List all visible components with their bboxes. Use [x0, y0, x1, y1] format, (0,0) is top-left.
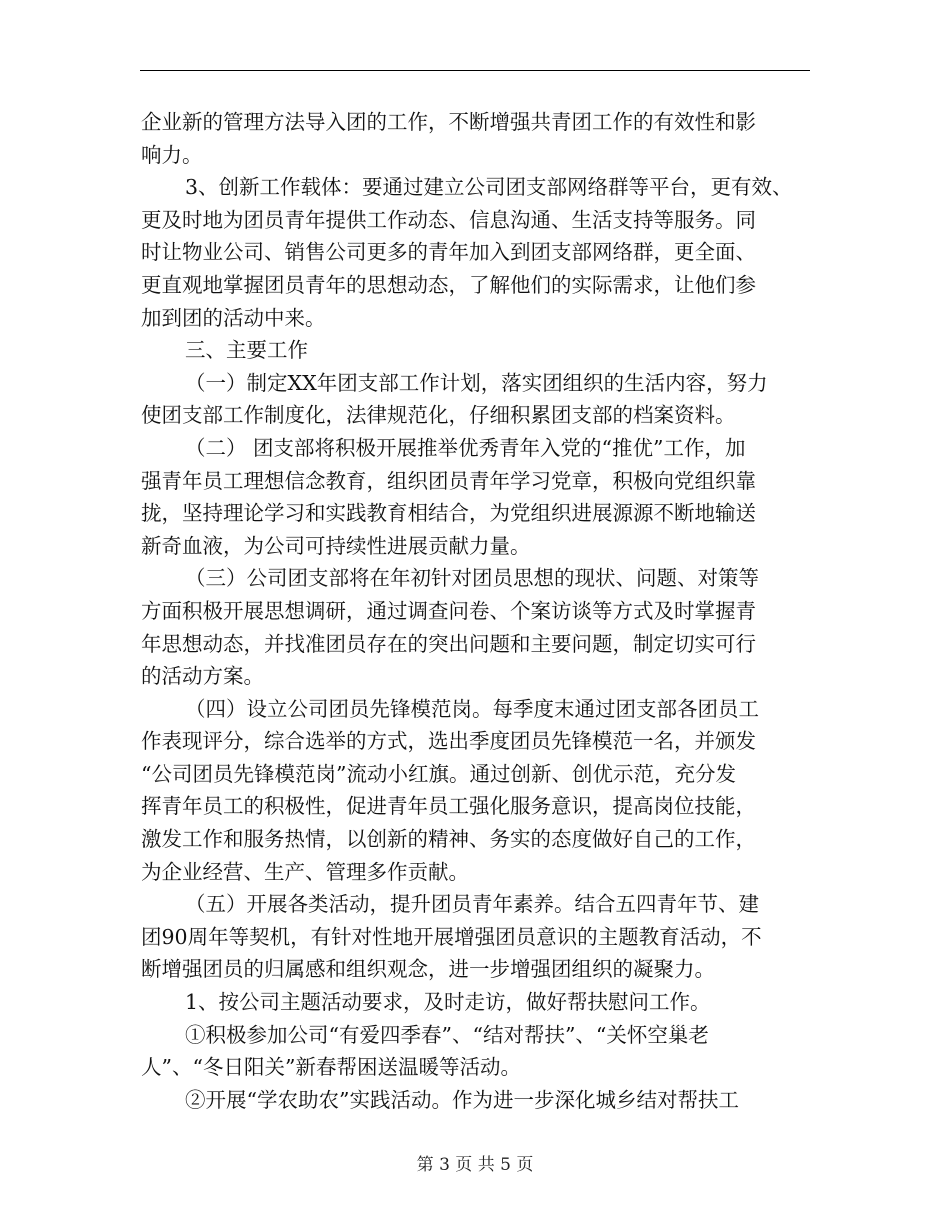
- text-line: 挥青年员工的积极性，促进青年员工强化服务意识，提高岗位技能，: [141, 794, 756, 819]
- document-body: [141, 106, 813, 1116]
- text-line: 三、主要工作: [185, 338, 308, 363]
- header-rule: [140, 70, 810, 71]
- text-line: 使团支部工作制度化，法律规范化，仔细积累团支部的档案资料。: [141, 403, 736, 428]
- text-line: 更及时地为团员青年提供工作动态、信息沟通、生活支持等服务。同: [141, 207, 756, 232]
- text-line: “公司团员先锋模范岗”流动小红旗。通过创新、创优示范，充分发: [141, 761, 736, 786]
- text-line: 1、按公司主题活动要求，及时走访，做好帮扶慰问工作。: [185, 990, 711, 1015]
- text-line: 为企业经营、生产、管理多作贡献。: [141, 859, 469, 884]
- text-line: 更直观地掌握团员青年的思想动态，了解他们的实际需求，让他们参: [141, 272, 756, 297]
- text-line: （四）设立公司团员先锋模范岗。每季度末通过团支部各团员工: [185, 696, 759, 721]
- text-line: 人”、“冬日阳关”新春帮困送温暖等活动。: [141, 1055, 521, 1080]
- text-line: ①积极参加公司“有爱四季春”、“结对帮扶”、“关怀空巢老: [185, 1022, 709, 1047]
- text-line: 作表现评分，综合选举的方式，选出季度团员先锋模范一名，并颁发: [141, 729, 756, 754]
- text-line: 3、创新工作载体：要通过建立公司团支部网络群等平台，更有效、: [185, 175, 793, 200]
- text-line: （三）公司团支部将在年初针对团员思想的现状、问题、对策等: [185, 566, 759, 591]
- text-line: 新奇血液，为公司可持续性进展贡献力量。: [141, 533, 531, 558]
- text-line: （二） 团支部将积极开展推举优秀青年入党的“推优”工作，加: [185, 435, 746, 460]
- text-line: 断增强团员的归属感和组织观念，进一步增强团组织的凝聚力。: [141, 957, 715, 982]
- text-line: （一）制定XX年团支部工作计划，落实团组织的生活内容，努力: [185, 370, 768, 395]
- page-footer: 第 3 页 共 5 页: [416, 1155, 534, 1175]
- text-line: 激发工作和服务热情，以创新的精神、务实的态度做好自己的工作，: [141, 827, 756, 852]
- text-line: 加到团的活动中来。: [141, 305, 326, 330]
- text-line: 年思想动态，并找准团员存在的突出问题和主要问题，制定切实可行: [141, 631, 756, 656]
- text-line: 的活动方案。: [141, 664, 264, 689]
- text-line: （五）开展各类活动，提升团员青年素养。结合五四青年节、建: [185, 892, 759, 917]
- text-line: ②开展“学农助农”实践活动。作为进一步深化城乡结对帮扶工: [185, 1087, 739, 1112]
- text-line: 企业新的管理方法导入团的工作，不断增强共青团工作的有效性和影: [141, 110, 756, 134]
- text-line: 强青年员工理想信念教育，组织团员青年学习党章，积极向党组织靠: [141, 468, 756, 493]
- text-line: 时让物业公司、销售公司更多的青年加入到团支部网络群，更全面、: [141, 240, 756, 265]
- text-line: 团90周年等契机，有针对性地开展增强团员意识的主题教育活动，不: [141, 924, 762, 949]
- text-line: 拢，坚持理论学习和实践教育相结合，为党组织进展源源不断地输送: [141, 501, 756, 526]
- text-line: 响力。: [141, 142, 203, 167]
- text-line: 方面积极开展思想调研，通过调查问卷、个案访谈等方式及时掌握青: [141, 598, 756, 623]
